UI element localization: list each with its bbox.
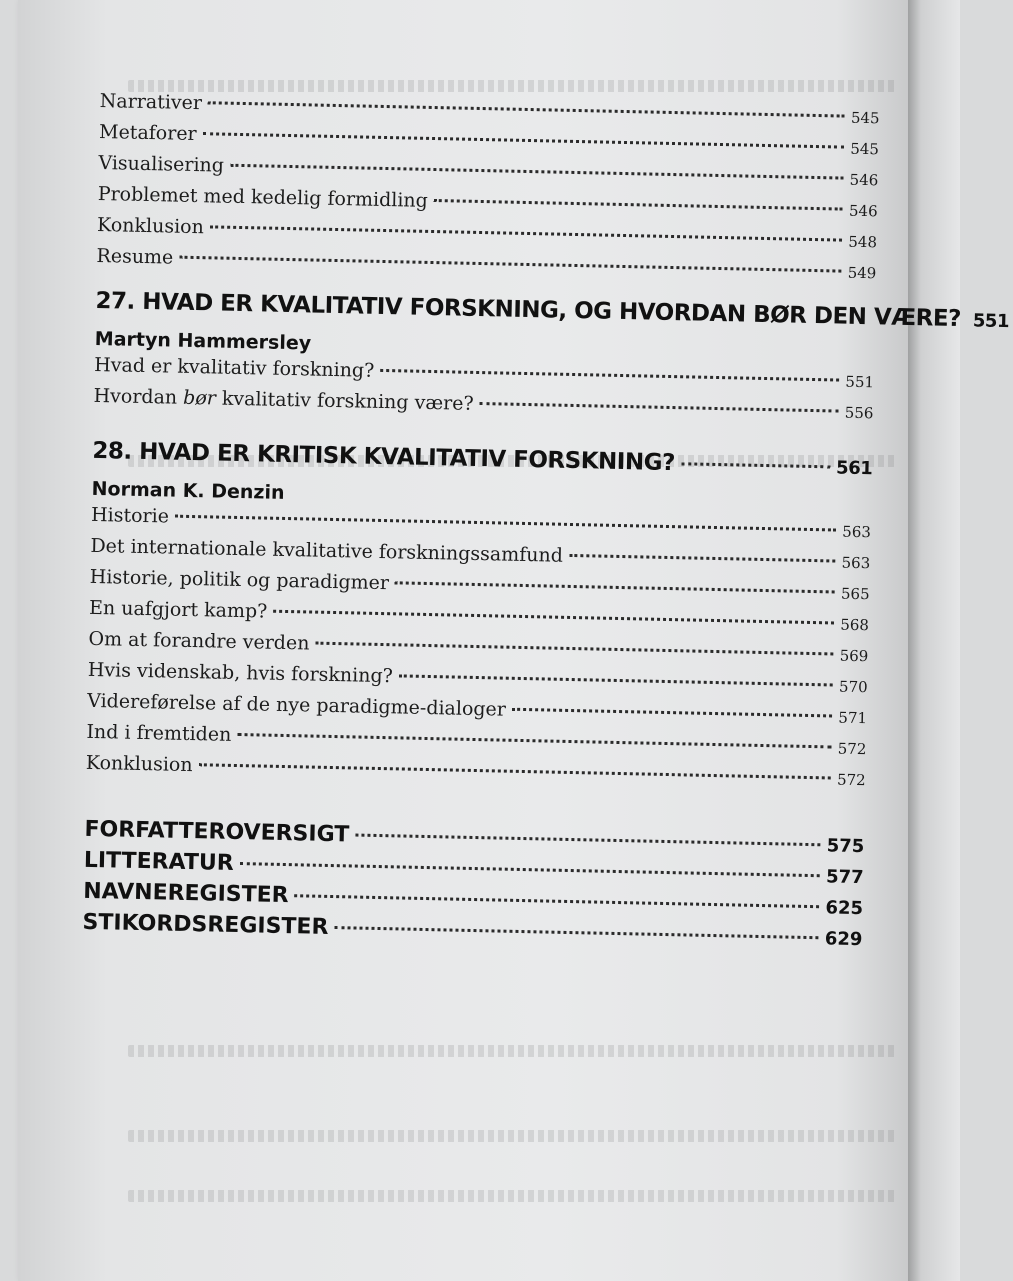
toc-entry-page: 556	[844, 403, 874, 423]
leader-dots	[237, 733, 831, 748]
toc-entry-label: Det internationale kvalitative forskningssamfund	[90, 534, 564, 567]
leader-dots	[334, 926, 818, 939]
leader-dots	[240, 862, 821, 877]
bleed-through-text	[128, 80, 898, 92]
toc-entry-page: 546	[849, 170, 879, 190]
toc-entry-page: 548	[848, 232, 878, 252]
leader-dots	[681, 462, 830, 468]
toc-entry-label: Historie, politik og paradigmer	[89, 565, 390, 595]
toc-entry-page: 546	[848, 201, 878, 221]
backmatter-page: 629	[824, 928, 863, 951]
toc-entry-label: Narrativer	[99, 90, 203, 115]
toc-entry-page: 563	[842, 522, 872, 542]
toc-entry-label: Konklusion	[96, 213, 205, 239]
leader-dots	[569, 554, 836, 563]
leader-dots	[179, 256, 841, 273]
toc-entry-label: Hvis videnskab, hvis forskning?	[87, 658, 394, 688]
bleed-through-text	[128, 1130, 898, 1142]
leader-dots	[512, 708, 833, 718]
leader-dots	[203, 132, 845, 148]
toc-entry-label: Visualisering	[98, 151, 225, 177]
toc-entry-page: 571	[838, 708, 868, 728]
toc-entry-label: Resume	[96, 244, 174, 269]
chapter-page: 551	[972, 310, 1010, 333]
toc-entry-label: Historie	[90, 503, 170, 528]
toc-entry-page: 563	[841, 553, 871, 573]
toc-entry-label: Om at forandre verden	[88, 627, 310, 655]
table-of-contents	[82, 90, 1010, 957]
toc-entry-label: En uafgjort kamp?	[88, 596, 268, 623]
toc-entry-page: 570	[838, 677, 868, 697]
toc-entry-page: 549	[847, 263, 877, 283]
toc-entry-label-emphasis: bør	[182, 386, 217, 410]
toc-entry-page: 568	[840, 615, 870, 635]
leader-dots	[230, 164, 844, 180]
backmatter-page: 577	[825, 866, 864, 889]
leader-dots	[355, 834, 821, 847]
toc-entry-label: Videreførelse af de nye paradigme-dialoger	[86, 689, 507, 721]
toc-entry-page: 572	[836, 770, 866, 790]
leader-dots	[208, 101, 845, 117]
leader-dots	[273, 610, 834, 625]
leader-dots	[434, 199, 843, 211]
chapter-page: 561	[835, 457, 873, 480]
toc-entry-label: Ind i fremtiden	[86, 720, 232, 746]
backmatter-label: NAVNEREGISTER	[82, 878, 289, 909]
backmatter-label: LITTERATUR	[83, 847, 234, 876]
toc-entry-page: 545	[850, 108, 880, 128]
toc-entry-label: Problemet med kedelig formidling	[97, 182, 429, 212]
chapter-title: 28. HVAD ER KRITISK KVALITATIV FORSKNING?	[92, 437, 676, 477]
chapter-title: 27. HVAD ER KVALITATIV FORSKNING, OG HVORDAN BØR DEN VÆRE?	[95, 287, 962, 333]
chapter-author: Norman K. Denzin	[91, 477, 285, 504]
chapter-author: Martyn Hammersley	[94, 327, 312, 355]
toc-entry-label: Metaforer	[98, 120, 197, 146]
toc-entry-label-part: kvalitativ forskning være?	[215, 387, 474, 415]
leader-dots	[315, 642, 833, 656]
toc-entry-label: Hvad er kvalitativ forskning?	[94, 353, 375, 382]
backmatter-page: 625	[825, 897, 864, 920]
toc-entry-label-part: Hvordan	[93, 384, 184, 409]
leader-dots	[199, 763, 832, 779]
leader-dots	[480, 402, 839, 413]
toc-entry-label: Konklusion	[85, 751, 193, 777]
leader-dots	[399, 674, 833, 686]
bleed-through-text	[128, 1190, 898, 1202]
page-edge-shadow	[908, 0, 960, 1281]
bleed-through-text	[128, 1045, 898, 1057]
leader-dots	[295, 894, 820, 908]
leader-dots	[210, 225, 843, 241]
toc-entry-page: 545	[850, 139, 880, 159]
toc-entry-page: 551	[845, 372, 875, 392]
leader-dots	[395, 581, 835, 593]
backmatter-label: FORFATTEROVERSIGT	[84, 816, 350, 848]
toc-entry-page: 569	[839, 646, 869, 666]
leader-dots	[175, 515, 836, 532]
backmatter-page: 575	[826, 835, 865, 858]
backmatter-label: STIKORDSREGISTER	[82, 909, 329, 940]
toc-entry-page: 572	[837, 739, 867, 759]
leader-dots	[380, 369, 839, 382]
toc-entry-page: 565	[840, 584, 870, 604]
